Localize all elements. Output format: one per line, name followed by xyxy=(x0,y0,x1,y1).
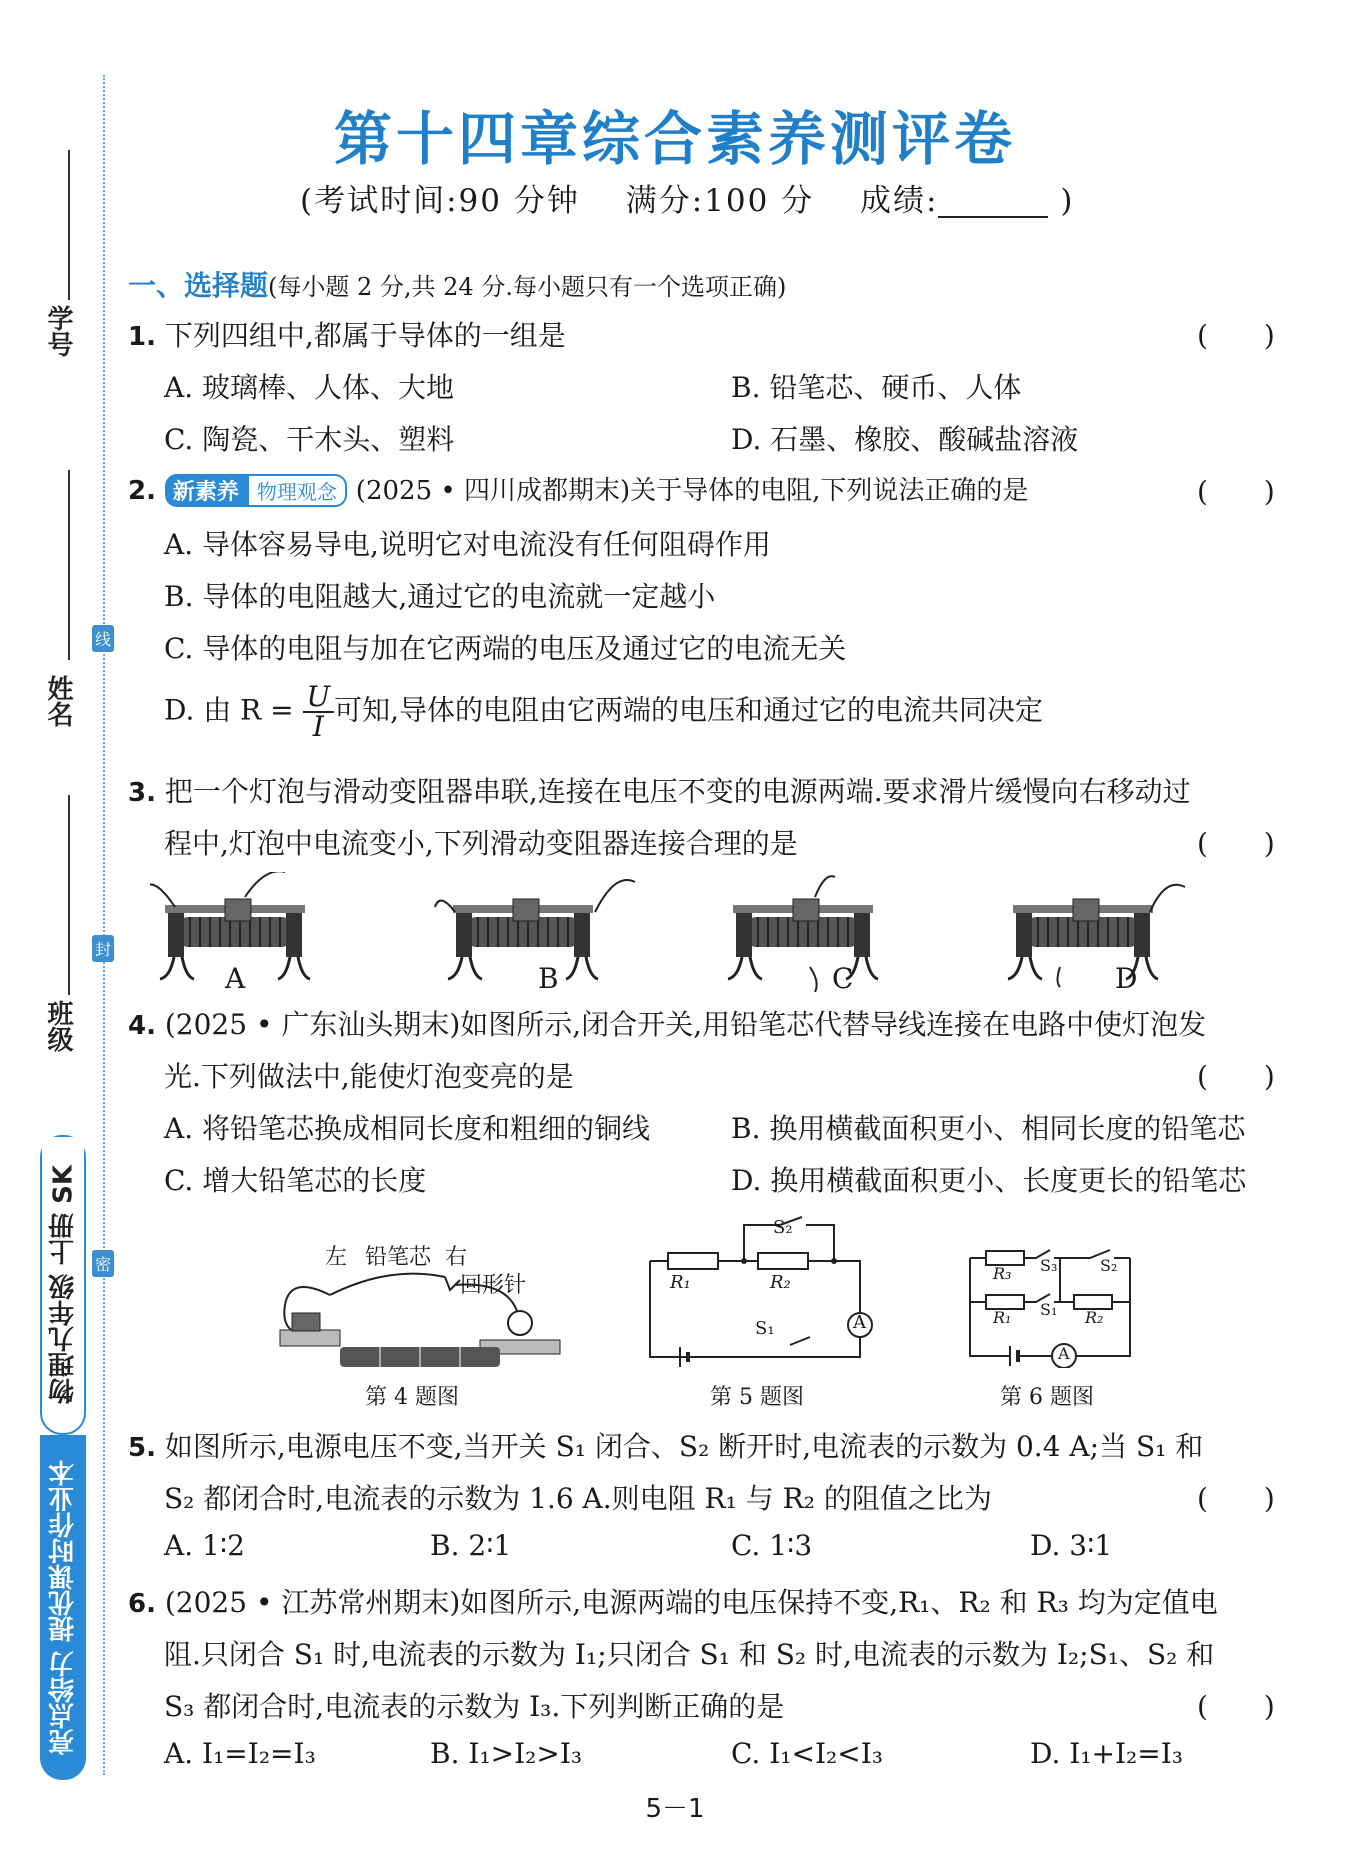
q2-answer-paren[interactable]: ( ) xyxy=(1197,475,1275,508)
q2-text: (2025 • 四川成都期末)关于导体的电阻,下列说法正确的是 xyxy=(355,476,1029,506)
q3-number: 3. xyxy=(128,778,156,808)
q4-stem-line1 xyxy=(128,1003,1206,1043)
rheostat-b xyxy=(435,880,635,979)
figure-4-caption: 第 4 题图 xyxy=(365,1385,459,1410)
q2-option-d-pre: D. 由 R = xyxy=(164,693,294,727)
q6-option-b[interactable]: B. I₁>I₂>I₃ xyxy=(430,1737,583,1770)
q2-stem xyxy=(128,470,1028,507)
q3-stem-line1 xyxy=(128,770,1191,810)
q2-option-d[interactable] xyxy=(164,680,1044,743)
exam-info-close: ) xyxy=(1060,183,1075,219)
page-title: 第十四章综合素养测评卷 xyxy=(333,105,1016,173)
q5-number: 5. xyxy=(128,1433,156,1463)
q4-text-1: (2025 • 广东汕头期末)如图所示,闭合开关,用铅笔芯代替导线连接在电路中使灯泡发 xyxy=(164,1008,1207,1041)
q1-option-c[interactable]: C. 陶瓷、干木头、塑料 xyxy=(164,423,455,456)
rheostat-label-b[interactable]: B xyxy=(538,962,559,995)
rheostat-d xyxy=(1008,885,1185,987)
rheostat-c xyxy=(728,876,878,992)
q4-answer-paren[interactable]: ( ) xyxy=(1197,1060,1275,1093)
q4-option-c[interactable]: C. 增大铅笔芯的长度 xyxy=(164,1164,427,1197)
q4-option-b[interactable]: B. 换用横截面积更小、相同长度的铅笔芯 xyxy=(731,1112,1246,1145)
q6-text-2: 阻.只闭合 S₁ 时,电流表的示数为 I₁;只闭合 S₁ 和 S₂ 时,电流表的示数为 I₂;S₁、S₂ 和 xyxy=(164,1638,1215,1671)
q6-option-a[interactable]: A. I₁=I₂=I₃ xyxy=(164,1737,316,1770)
q5-option-c[interactable]: C. 1∶3 xyxy=(731,1529,813,1562)
fig6-r2: R₂ xyxy=(1085,1308,1104,1327)
fig6-s2: S₂ xyxy=(1100,1256,1118,1275)
rheostat-label-d[interactable]: D xyxy=(1115,962,1138,995)
name-line xyxy=(68,470,70,660)
section-title: 一、选择题 xyxy=(128,269,269,302)
q5-option-a[interactable]: A. 1∶2 xyxy=(164,1529,245,1562)
q6-text-1: (2025 • 江苏常州期末)如图所示,电源两端的电压保持不变,R₁、R₂ 和 R₃ 均为定值电 xyxy=(164,1586,1218,1619)
spine-series-label: 亮点给力 提优课时作业本 xyxy=(40,1435,86,1780)
cut-line-mark: 线 xyxy=(92,625,114,652)
figure-5-circuit xyxy=(640,1215,880,1375)
q2-badge: 新素养 xyxy=(165,474,247,507)
fraction-denominator: I xyxy=(312,710,324,743)
q5-option-b[interactable]: B. 2∶1 xyxy=(430,1529,512,1562)
q5-stem-line1 xyxy=(128,1425,1203,1465)
q4-option-a[interactable]: A. 将铅笔芯换成相同长度和粗细的铜线 xyxy=(164,1112,651,1145)
fig5-s1: S₁ xyxy=(755,1318,775,1339)
q6-option-d[interactable]: D. I₁+I₂=I₃ xyxy=(1030,1737,1184,1770)
class-line xyxy=(68,795,70,995)
full-score: 满分:100 分 xyxy=(625,183,815,219)
book-spine xyxy=(40,1135,86,1780)
q2-option-b[interactable]: B. 导体的电阻越大,通过它的电流就一定越小 xyxy=(164,580,716,613)
q1-text: 下列四组中,都属于导体的一组是 xyxy=(164,319,566,352)
figure-5-caption: 第 5 题图 xyxy=(710,1385,804,1410)
fig4-clip: 回形针 xyxy=(460,1273,527,1298)
ohm-law-fraction xyxy=(303,680,335,743)
q5-answer-paren[interactable]: ( ) xyxy=(1197,1482,1275,1515)
exam-time: (考试时间:90 分钟 xyxy=(300,183,580,219)
q3-text-2: 程中,灯泡中电流变小,下列滑动变阻器连接合理的是 xyxy=(164,827,798,860)
fig4-pencil: 铅笔芯 xyxy=(365,1245,432,1270)
student-no-label: 学号 xyxy=(43,305,73,357)
q6-stem-line1 xyxy=(128,1581,1218,1621)
fig6-ammeter: A xyxy=(1058,1344,1070,1363)
section-heading xyxy=(128,264,786,304)
fig5-ammeter: A xyxy=(853,1312,866,1333)
fraction-numerator: U xyxy=(303,683,335,713)
q2-option-d-post: 可知,导体的电阻由它两端的电压和通过它的电流共同决定 xyxy=(334,693,1044,727)
spine-grade-label: 物理九年级 上册 SK xyxy=(40,1135,86,1435)
q1-number: 1. xyxy=(128,322,156,352)
fig5-s2: S₂ xyxy=(773,1217,793,1238)
section-note: (每小题 2 分,共 24 分.每小题只有一个选项正确) xyxy=(268,273,787,301)
score-blank[interactable] xyxy=(938,188,1048,218)
class-label: 班级 xyxy=(43,1000,73,1052)
q4-text-2: 光.下列做法中,能使灯泡变亮的是 xyxy=(164,1060,574,1093)
q1-stem xyxy=(128,314,566,354)
exam-info xyxy=(300,175,1074,220)
fig4-left: 左 xyxy=(325,1245,348,1270)
q6-option-c[interactable]: C. I₁<I₂<I₃ xyxy=(731,1737,884,1770)
rheostat-label-c[interactable]: C xyxy=(832,962,854,995)
fig6-s3: S₃ xyxy=(1040,1256,1058,1275)
q1-option-d[interactable]: D. 石墨、橡胶、酸碱盐溶液 xyxy=(731,423,1079,456)
q5-option-d[interactable]: D. 3∶1 xyxy=(1030,1529,1113,1562)
q3-text-1: 把一个灯泡与滑动变阻器串联,连接在电压不变的电源两端.要求滑片缓慢向右移动过 xyxy=(164,775,1191,808)
q1-option-a[interactable]: A. 玻璃棒、人体、大地 xyxy=(164,371,455,404)
rheostat-figures xyxy=(150,872,1250,992)
name-label: 姓名 xyxy=(43,675,73,727)
figure-6-caption: 第 6 题图 xyxy=(1000,1385,1094,1410)
fig5-r2: R₂ xyxy=(770,1272,791,1293)
fig6-r1: R₁ xyxy=(993,1308,1012,1327)
q6-number: 6. xyxy=(128,1589,156,1619)
q2-option-c[interactable]: C. 导体的电阻与加在它两端的电压及通过它的电流无关 xyxy=(164,632,847,665)
margin-dotted-line xyxy=(103,75,105,1775)
q4-number: 4. xyxy=(128,1011,156,1041)
cut-secret-mark: 密 xyxy=(92,1250,114,1277)
q6-text-3: S₃ 都闭合时,电流表的示数为 I₃.下列判断正确的是 xyxy=(164,1690,785,1723)
fig5-r1: R₁ xyxy=(670,1272,691,1293)
q2-option-a[interactable]: A. 导体容易导电,说明它对电流没有任何阻碍作用 xyxy=(164,528,771,561)
q2-badge-tag: 物理观念 xyxy=(247,474,347,507)
q4-option-d[interactable]: D. 换用横截面积更小、长度更长的铅笔芯 xyxy=(731,1164,1247,1197)
cut-seal-mark: 封 xyxy=(92,935,114,962)
fig6-s1: S₁ xyxy=(1040,1300,1058,1319)
q5-text-2: S₂ 都闭合时,电流表的示数为 1.6 A.则电阻 R₁ 与 R₂ 的阻值之比为 xyxy=(164,1482,992,1515)
q2-number: 2. xyxy=(128,476,156,506)
q1-answer-paren[interactable]: ( ) xyxy=(1197,319,1275,352)
page-number: 5－1 xyxy=(645,1794,705,1824)
q6-answer-paren[interactable]: ( ) xyxy=(1197,1690,1275,1723)
score-label: 成绩: xyxy=(860,183,939,219)
q1-option-b[interactable]: B. 铅笔芯、硬币、人体 xyxy=(731,371,1022,404)
fig6-r3: R₃ xyxy=(993,1264,1012,1283)
q3-answer-paren[interactable]: ( ) xyxy=(1197,827,1275,860)
fig4-right: 右 xyxy=(445,1245,468,1270)
rheostat-label-a[interactable]: A xyxy=(225,962,246,995)
q5-text-1: 如图所示,电源电压不变,当开关 S₁ 闭合、S₂ 断开时,电流表的示数为 0.4 A;当 S₁ 和 xyxy=(164,1430,1204,1463)
